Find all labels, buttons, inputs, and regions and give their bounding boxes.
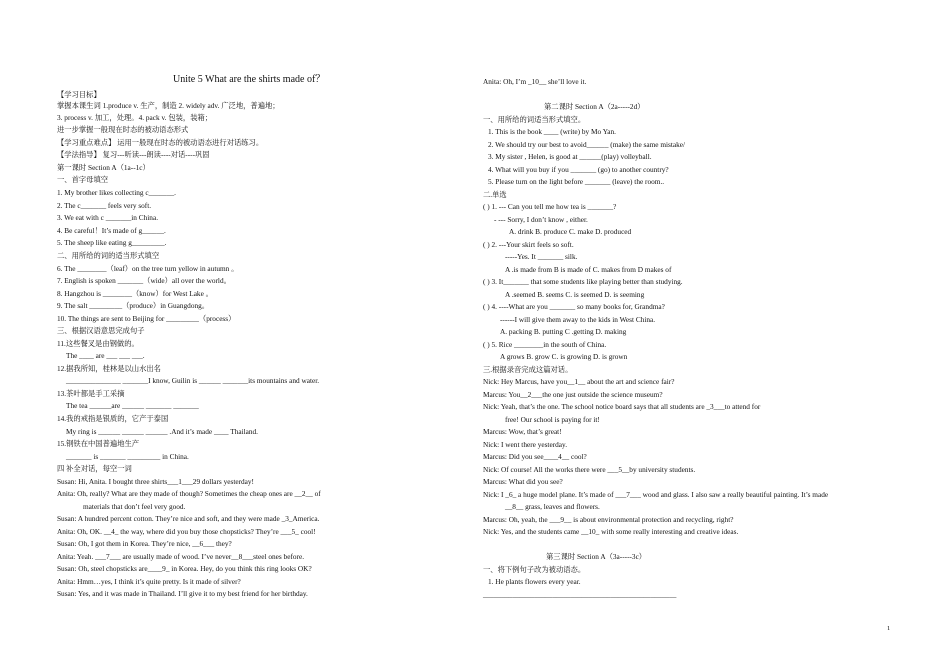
- left-line: Anita: Oh, OK. __4_ the way, where did you buy those chopsticks? They’re ___5_ cool!: [57, 527, 316, 536]
- right-line: A .is made from B is made of C. makes from D makes of: [505, 265, 672, 274]
- left-line: 10. The things are sent to Beijing for _________（process）: [57, 314, 236, 323]
- right-line: Marcus: Did you see____4__ cool?: [483, 452, 587, 461]
- right-line: 第三课时 Section A（3a-----3c）: [546, 552, 647, 561]
- left-line: My ring is ______ ______ ______ .And it’s made ____ Thailand.: [66, 427, 259, 436]
- right-line: 三.根据录音完成这篇对话。: [483, 365, 573, 374]
- left-line: _______________ _______I know, Guilin is ______ _______its mountains and water.: [66, 376, 320, 385]
- left-line: Susan: A hundred percent cotton. They’re nice and soft, and they were made _3_America.: [57, 514, 320, 523]
- left-line: 8. Hangzhou is ________（know）for West Lake 。: [57, 289, 213, 298]
- left-line: 第一课时 Section A（1a--1c）: [57, 163, 150, 172]
- right-line: Nick: Yeah, that’s the one. The school notice board says that all students are _3___to attend for: [483, 402, 761, 411]
- left-line: 9. The salt _________（produce）in Guangdong。: [57, 301, 210, 310]
- right-line: A. drink B. produce C. make D. produced: [509, 227, 632, 236]
- left-line: 【学习重点难点】 运用一般现在时态的被动语态进行对话练习。: [57, 138, 264, 147]
- left-line: 7. English is spoken _______（wide）all over the world。: [57, 276, 231, 285]
- right-line: 5. Please turn on the light before _______ (leave) the room..: [488, 177, 665, 186]
- left-line: Susan: Hi, Anita. I bought three shirts___1___29 dollars yesterday!: [57, 477, 254, 486]
- right-line: 1. This is the book ____ (write) by Mo Yan.: [488, 127, 616, 136]
- right-line: ( ) 5. Rice ________in the south of China.: [483, 340, 607, 349]
- right-line: 2. We should try our best to avoid______ (make) the same mistake/: [488, 140, 686, 149]
- right-line: Nick: I _6_ a huge model plane. It’s made of ___7___ wood and glass. I also saw a really beautiful painting. It’s made: [483, 490, 829, 499]
- right-line: 一、将下例句子改为被动语态。: [483, 565, 586, 574]
- right-line: Nick: I went there yesterday.: [483, 440, 568, 449]
- left-line: Anita: Oh, really? What are they made of though? Sometimes the cheap ones are __2__ of: [57, 489, 321, 498]
- left-line: The ____ are ___ ___ ___.: [66, 351, 145, 360]
- right-line: ------I will give them away to the kids in West China.: [500, 315, 656, 324]
- page-number: 1: [887, 625, 891, 632]
- left-line: Anita: Hmm…yes, I think it’s quite pretty. Is it made of silver?: [57, 577, 241, 586]
- left-line: Susan: Yes, and it was made in Thailand. I’ll give it to my best friend for her birthday.: [57, 589, 308, 598]
- left-line: 6. The ________（leaf）on the tree turn yellow in autumn 。: [57, 264, 239, 273]
- right-line: A .seemed B. seems C. is seemed D. is seeming: [505, 290, 645, 299]
- left-line: 3. We eat with c _______in China.: [57, 213, 159, 222]
- left-line: 进一步掌握一般现在时态的被动语态形式: [57, 125, 189, 134]
- right-line: free! Our school is paying for it!: [505, 415, 600, 424]
- right-line: A grows B. grow C. is growing D. is grown: [500, 352, 628, 361]
- right-line: Anita: Oh, I’m _10__ she’ll love it.: [483, 77, 587, 86]
- left-line: Unite 5 What are the shirts made of？: [173, 74, 326, 85]
- left-line: 二、用所给的词的适当形式填空: [57, 251, 160, 260]
- left-line: Susan: Oh, steel chopsticks are____9_ in Korea. Hey, do you think this ring looks OK?: [57, 564, 312, 573]
- left-line: Susan: Oh, I got them in Korea. They’re nice, __6___ they?: [57, 539, 232, 548]
- right-line: ( ) 1. --- Can you tell me how tea is _______?: [483, 202, 617, 211]
- right-line: Nick: Hey Marcus, have you__1__ about the art and science fair?: [483, 377, 675, 386]
- left-line: 14.我的戒指是银质的，它产于泰国: [57, 414, 169, 423]
- right-line: Marcus: You__2___the one just outside the science museum?: [483, 390, 663, 399]
- right-line: Nick: Yes, and the students came __10_ with some really interesting and creative ideas.: [483, 527, 739, 536]
- right-line: Marcus: What did you see?: [483, 477, 563, 486]
- right-line: _____________________________________________________: [483, 590, 677, 599]
- right-line: 第二课时 Section A（2a-----2d）: [544, 102, 645, 111]
- right-line: __8__ grass, leaves and flowers.: [505, 502, 600, 511]
- left-line: 3. process v. 加工，处理。4. pack v. 包装，装箱；: [57, 113, 213, 122]
- left-line: 13.茶叶都是手工采摘: [57, 389, 125, 398]
- right-line: Marcus: Oh, yeah, the ___9__ is about environmental protection and recycling, right?: [483, 515, 734, 524]
- left-line: 15.钢铁在中国普遍地生产: [57, 439, 140, 448]
- left-line: Anita: Yeah. ___7___ are usually made of wood. I’ve never__8___steel ones before.: [57, 552, 305, 561]
- left-line: 三、根据汉语意思完成句子: [57, 326, 145, 335]
- right-line: - --- Sorry, I don’t know , either.: [494, 215, 588, 224]
- left-line: 一、首字母填空: [57, 175, 109, 184]
- left-line: _______ is _______ _________ in China.: [66, 452, 189, 461]
- left-line: 【学法指导】 复习---听读---朗读----对话----巩固: [57, 150, 210, 159]
- right-line: A. packing B. putting C .getting D. making: [500, 327, 627, 336]
- right-line: Marcus: Wow, that’s great!: [483, 427, 562, 436]
- left-line: 11.这些餐叉是由钢做的。: [57, 339, 139, 348]
- right-line: ( ) 2. ---Your skirt feels so soft.: [483, 240, 574, 249]
- left-line: 【学习目标】: [57, 90, 101, 99]
- right-line: ( ) 3. It_______ that some students like playing better than studying.: [483, 277, 683, 286]
- left-line: 4. Be careful！It’s made of g______.: [57, 226, 166, 235]
- left-line: 1. My brother likes collecting c_______.: [57, 188, 176, 197]
- right-line: 二.单选: [483, 190, 507, 199]
- right-line: 一、用所给的词适当形式填空。: [483, 115, 586, 124]
- left-line: 掌握本课生词 1.produce v. 生产，制造 2. widely adv. 广泛地，普遍地；: [57, 101, 280, 110]
- left-line: 12.据我所知，桂林是以山水出名: [57, 364, 161, 373]
- right-line: 1. He plants flowers every year.: [488, 577, 581, 586]
- left-line: 5. The sheep like eating g_________.: [57, 238, 167, 247]
- right-line: Nick: Of course! All the works there were ___5__by university students.: [483, 465, 696, 474]
- left-line: 四 补全对话，每空一词: [57, 464, 132, 473]
- left-line: The tea ______are ______ _______ _______: [66, 401, 199, 410]
- right-line: -----Yes. It _______ silk.: [505, 252, 578, 261]
- right-line: 4. What will you buy if you _______ (go) to another country?: [488, 165, 669, 174]
- right-line: 3. My sister , Helen, is good at ______(play) volleyball.: [488, 152, 652, 161]
- left-line: materials that don’t feel very good.: [83, 502, 186, 511]
- right-line: ( ) 4. ----What are you _______ so many books for, Grandma?: [483, 302, 665, 311]
- left-line: 2. The c_______ feels very soft.: [57, 201, 152, 210]
